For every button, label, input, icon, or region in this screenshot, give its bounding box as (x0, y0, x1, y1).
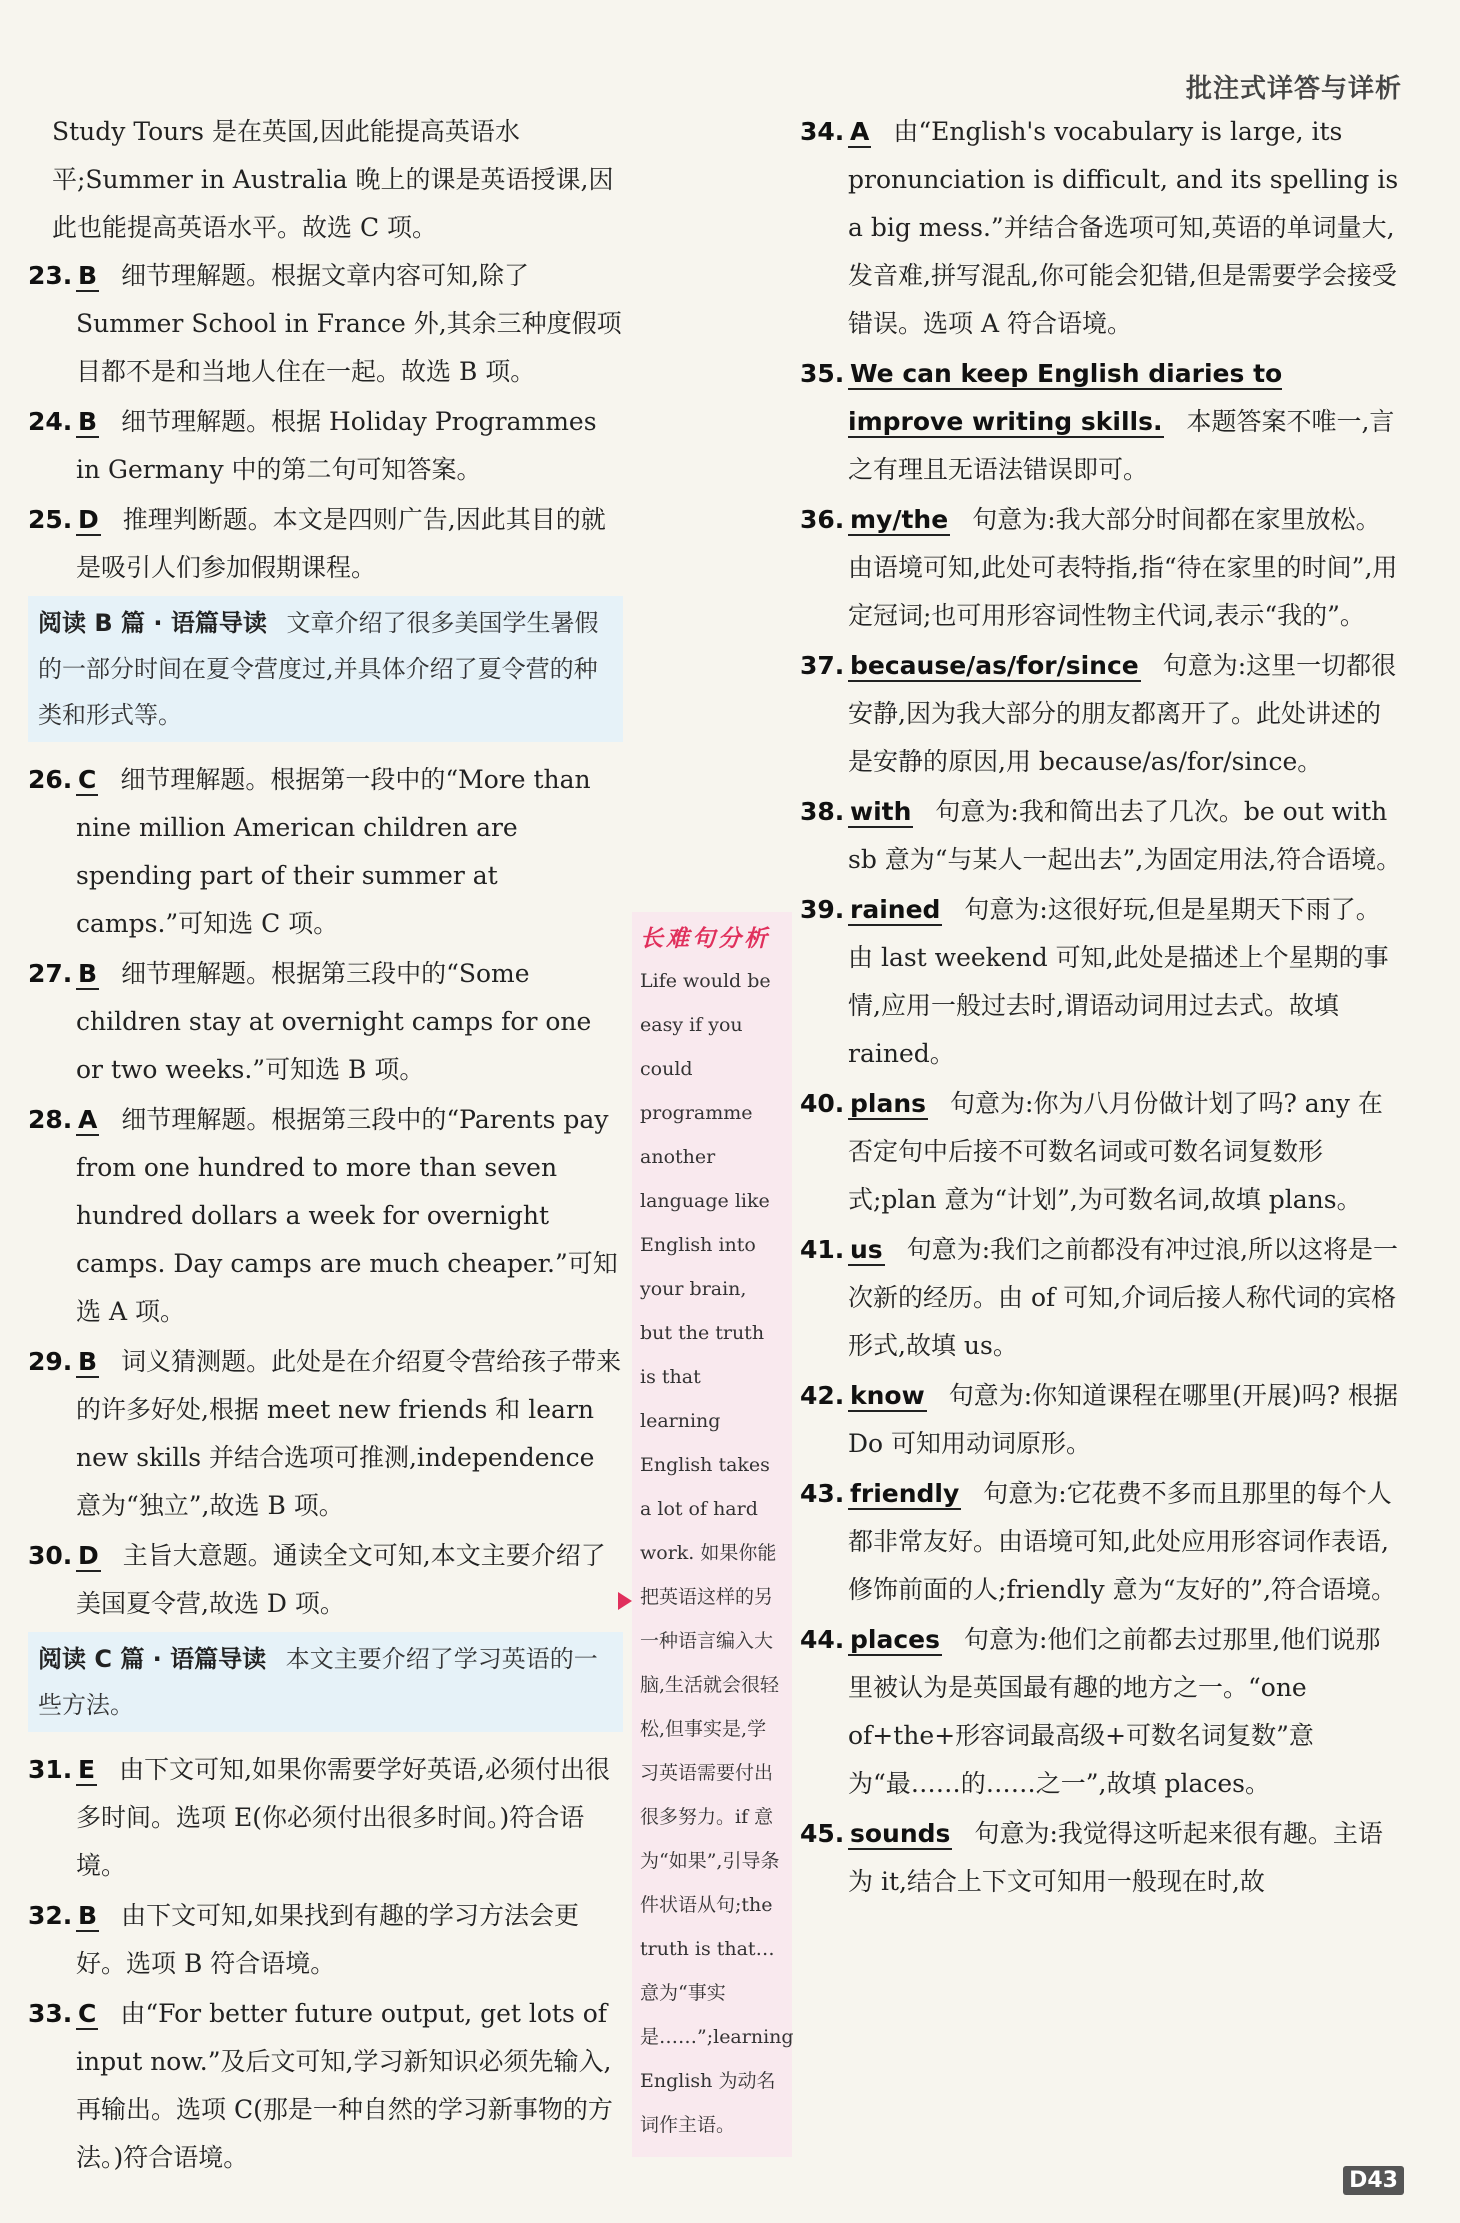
answer-item (800, 1372, 1405, 1468)
answer-list-c (28, 1746, 623, 2182)
question-number: 43. (800, 1479, 845, 1508)
left-column (28, 108, 623, 2184)
answer-key: my/the (850, 505, 949, 534)
side-note-text: Life would be easy if you could programme another language like English into your brain, but the truth is that learning English takes a lot of hard work. 如果你能把英语这样的另一种语言编入大脑,生活就会很轻松,但事实是,学习英语需要付出很多努力。if 意为“如果”,引导条件状语从句;the truth is that… 意为“事实是……”;learning English 为动名词作主语。 (640, 970, 794, 2136)
answer-item (800, 1470, 1405, 1614)
answer-key: places (850, 1625, 940, 1654)
explanation-text: 词义猜测题。此处是在介绍夏令营给孩子带来的许多好处,根据 meet new friends 和 learn new skills 并结合选项可推测,independence 意为“独立”,故选 B 项。 (76, 1347, 622, 1520)
explanation-text: 细节理解题。根据文章内容可知,除了 Summer School in France 外,其余三种度假项目都不是和当地人住在一起。故选 B 项。 (76, 261, 622, 386)
answer-item (28, 1338, 623, 1530)
explanation-text: 细节理解题。根据第三段中的“Some children stay at overnight camps for one or two weeks.”可知选 B 项。 (76, 959, 592, 1084)
answer-key: E (78, 1755, 96, 1784)
answer-key: A (78, 1105, 98, 1134)
answer-key: We can keep English diaries to improve writing skills. (848, 359, 1283, 436)
question-number: 38. (800, 797, 845, 826)
answer-key: C (78, 1999, 97, 2028)
answer-item (28, 1892, 623, 1988)
answer-item (800, 788, 1405, 884)
question-number: 25. (28, 505, 73, 534)
question-number: 35. (800, 359, 845, 388)
answer-list-right (800, 108, 1405, 1906)
answer-key: know (850, 1381, 925, 1410)
answer-key: sounds (850, 1819, 951, 1848)
question-number: 37. (800, 651, 845, 680)
answer-key: B (78, 1347, 98, 1376)
guide-b-title: 阅读 B 篇 · 语篇导读 (38, 609, 267, 637)
answer-key: us (850, 1235, 883, 1264)
answer-item (28, 950, 623, 1094)
answer-key: D (78, 1541, 99, 1570)
answer-item (28, 398, 623, 494)
answer-item (28, 252, 623, 396)
question-number: 39. (800, 895, 845, 924)
answer-item (800, 1810, 1405, 1906)
answer-key: because/as/for/since (850, 651, 1139, 680)
explanation-text: 句意为:它花费不多而且那里的每个人都非常友好。由语境可知,此处应用形容词作表语,修饰前面的人;friendly 意为“友好的”,符合语境。 (848, 1479, 1397, 1604)
explanation-text: 句意为:我和简出去了几次。be out with sb 意为“与某人一起出去”,为固定用法,符合语境。 (848, 797, 1402, 874)
answer-key: plans (850, 1089, 927, 1118)
answer-item (28, 1746, 623, 1890)
answer-item (800, 108, 1405, 348)
answer-item (800, 350, 1405, 494)
page-number: D43 (1343, 2166, 1404, 2195)
answer-item (800, 1080, 1405, 1224)
answer-key: B (78, 407, 98, 436)
question-number: 42. (800, 1381, 845, 1410)
question-number: 41. (800, 1235, 845, 1264)
answer-item (28, 1096, 623, 1336)
question-number: 30. (28, 1541, 73, 1570)
answer-key: D (78, 505, 99, 534)
answer-key: friendly (850, 1479, 960, 1508)
explanation-text: 主旨大意题。通读全文可知,本文主要介绍了美国夏令营,故选 D 项。 (76, 1541, 606, 1618)
question-number: 24. (28, 407, 73, 436)
question-number: 31. (28, 1755, 73, 1784)
question-number: 23. (28, 261, 73, 290)
guide-b (28, 596, 623, 742)
explanation-text: 细节理解题。根据第三段中的“Parents pay from one hundred to more than seven hundred dollars a week for overnight camps. Day camps are much cheaper.”可知选 A 项。 (76, 1105, 618, 1326)
answer-item (28, 1990, 623, 2182)
side-note-title: 长难句分析 (640, 926, 770, 952)
question-number: 45. (800, 1819, 845, 1848)
side-note (632, 912, 792, 2157)
answer-key: with (850, 797, 912, 826)
guide-c (28, 1632, 623, 1732)
explanation-text: 句意为:我觉得这听起来很有趣。主语为 it,结合上下文可知用一般现在时,故 (848, 1819, 1383, 1896)
answer-item (28, 756, 623, 948)
explanation-text: 句意为:这里一切都很安静,因为我大部分的朋友都离开了。此处讲述的是安静的原因,用 because/as/for/since。 (848, 651, 1397, 776)
explanation-text: 本题答案不唯一,言之有理且无语法错误即可。 (848, 407, 1395, 484)
question-number: 26. (28, 765, 73, 794)
answer-item (28, 1532, 623, 1628)
question-number: 40. (800, 1089, 845, 1118)
explanation-text: 句意为:我们之前都没有冲过浪,所以这将是一次新的经历。由 of 可知,介词后接人称代词的宾格形式,故填 us。 (848, 1235, 1399, 1360)
explanation-text: 句意为:我大部分时间都在家里放松。由语境可知,此处可表特指,指“待在家里的时间”,用定冠词;也可用形容词性物主代词,表示“我的”。 (848, 505, 1398, 630)
answer-item (28, 496, 623, 592)
explanation-text: 由下文可知,如果找到有趣的学习方法会更好。选项 B 符合语境。 (76, 1901, 580, 1978)
explanation-text: 句意为:你知道课程在哪里(开展)吗? 根据 Do 可知用动词原形。 (848, 1381, 1398, 1458)
answer-item (800, 642, 1405, 786)
answer-key: C (78, 765, 97, 794)
question-number: 44. (800, 1625, 845, 1654)
question-number: 27. (28, 959, 73, 988)
answer-list-b (28, 756, 623, 1628)
question-number: 32. (28, 1901, 73, 1930)
page-header: 批注式详答与详析 (1185, 74, 1402, 104)
guide-b-text: 文章介绍了很多美国学生暑假的一部分时间在夏令营度过,并具体介绍了夏令营的种类和形式等。 (38, 609, 599, 729)
guide-c-title: 阅读 C 篇 · 语篇导读 (38, 1645, 267, 1673)
question-number: 36. (800, 505, 845, 534)
answer-key: A (850, 117, 870, 146)
answer-item (800, 1226, 1405, 1370)
question-number: 29. (28, 1347, 73, 1376)
explanation-text: 句意为:这很好玩,但是星期天下雨了。由 last weekend 可知,此处是描述上个星期的事情,应用一般过去时,谓语动词用过去式。故填 rained。 (848, 895, 1389, 1068)
answer-item (800, 1616, 1405, 1808)
answer-key: B (78, 959, 98, 988)
guide-c-text: 本文主要介绍了学习英语的一些方法。 (38, 1645, 598, 1719)
explanation-text: 由“English's vocabulary is large, its pronunciation is difficult, and its spelling is a big mess.”并结合备选项可知,英语的单词量大,发音难,拼写混乱,你可能会犯错,但是需要学会接受错误。选项 A 符合语境。 (848, 117, 1399, 338)
question-number: 33. (28, 1999, 73, 2028)
question-number: 28. (28, 1105, 73, 1134)
explanation-text: 句意为:他们之前都去过那里,他们说那里被认为是英国最有趣的地方之一。“one of+the+形容词最高级+可数名词复数”意为“最……的……之一”,故填 places。 (848, 1625, 1381, 1798)
answer-item (800, 496, 1405, 640)
explanation-text: 推理判断题。本文是四则广告,因此其目的就是吸引人们参加假期课程。 (76, 505, 606, 582)
answer-key: B (78, 1901, 98, 1930)
answer-key: B (78, 261, 98, 290)
explanation-text: 由下文可知,如果你需要学好英语,必须付出很多时间。选项 E(你必须付出很多时间。)符合语境。 (76, 1755, 610, 1880)
answer-list-a (28, 252, 623, 592)
right-column (800, 108, 1405, 1908)
answer-item (800, 886, 1405, 1078)
intro-paragraph: Study Tours 是在英国,因此能提高英语水平;Summer in Australia 晚上的课是英语授课,因此也能提高英语水平。故选 C 项。 (52, 117, 614, 242)
arrow-icon (618, 1592, 632, 1610)
explanation-text: 细节理解题。根据第一段中的“More than nine million American children are spending part of their summer at camps.”可知选 C 项。 (76, 765, 591, 938)
question-number: 34. (800, 117, 845, 146)
explanation-text: 细节理解题。根据 Holiday Programmes in Germany 中的第二句可知答案。 (76, 407, 597, 484)
explanation-text: 由“For better future output, get lots of input now.”及后文可知,学习新知识必须先输入,再输出。选项 C(那是一种自然的学习新事物的方法。)符合语境。 (76, 1999, 613, 2172)
answer-key: rained (850, 895, 941, 924)
explanation-text: 句意为:你为八月份做计划了吗? any 在否定句中后接不可数名词或可数名词复数形式;plan 意为“计划”,为可数名词,故填 plans。 (848, 1089, 1383, 1214)
